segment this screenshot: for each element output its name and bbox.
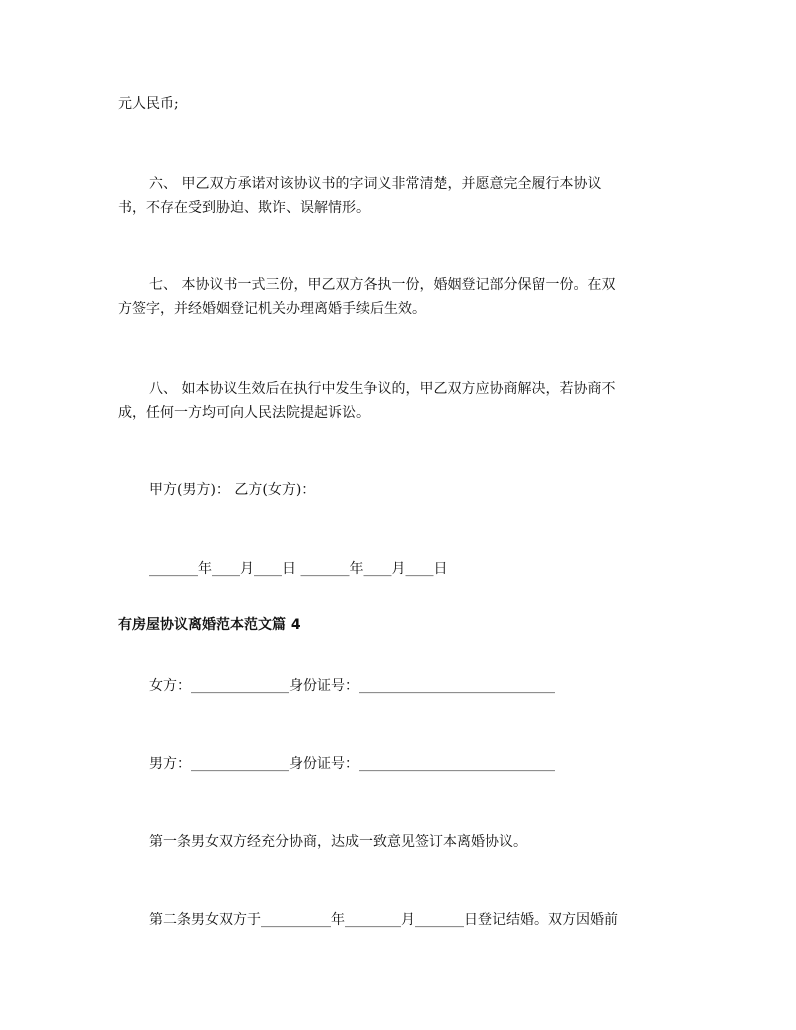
clause-8-line-2: 成，任何一方均可向人民法院提起诉讼。 [118, 405, 370, 421]
signature-dates: _______年____月____日 _______年____月____日 [149, 561, 448, 577]
clause-7-line-1: 七、 本协议书一式三份，甲乙双方各执一份，婚姻登记部分保留一份。在双 [149, 277, 616, 293]
clause-8-line-1: 八、 如本协议生效后在执行中发生争议的，甲乙双方应协商解决，若协商不 [149, 381, 616, 397]
clause-7-line-2: 方签字，并经婚姻登记机关办理离婚手续后生效。 [118, 301, 426, 317]
article-1: 第一条男女双方经充分协商，达成一致意见签订本离婚协议。 [149, 834, 527, 850]
article-2: 第二条男女双方于__________年________月_______日登记结婚。双方因婚前 [149, 912, 618, 928]
clause-6-line-2: 书，不存在受到胁迫、欺诈、误解情形。 [118, 200, 370, 216]
male-party-line: 男方：______________身份证号：____________________________ [149, 756, 555, 772]
line-1: 元人民币; [118, 96, 179, 112]
signature-parties: 甲方(男方)： 乙方(女方)： [149, 482, 316, 498]
section-heading: 有房屋协议离婚范本范文篇 4 [118, 617, 301, 633]
female-party-line: 女方：______________身份证号：____________________________ [149, 678, 555, 694]
clause-6-line-1: 六、 甲乙双方承诺对该协议书的字词义非常清楚，并愿意完全履行本协议 [149, 176, 602, 192]
